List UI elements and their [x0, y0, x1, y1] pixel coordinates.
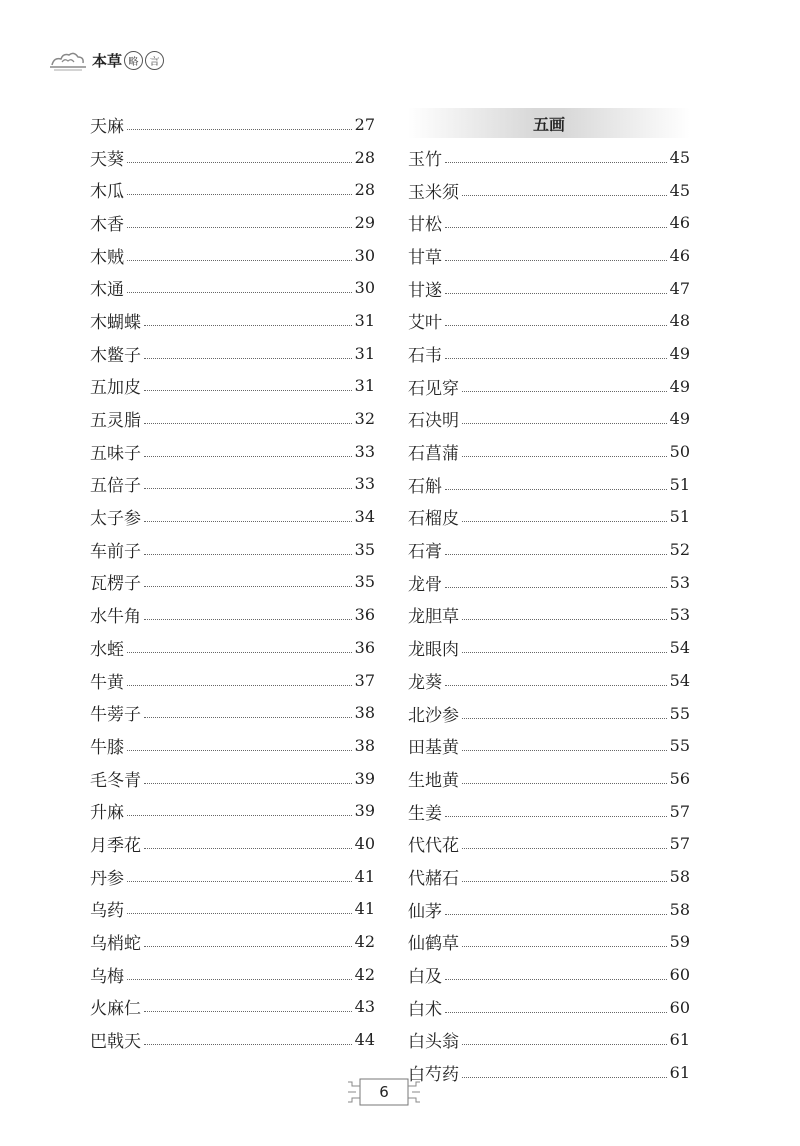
- entry-name: 水牛角: [90, 607, 141, 628]
- entry-page-number: 55: [669, 703, 690, 723]
- entry-name: 石见穿: [408, 378, 459, 399]
- entry-name: 五加皮: [90, 378, 141, 399]
- entry-name: 田基黄: [408, 738, 459, 759]
- dot-leader: [445, 587, 667, 588]
- entry-page-number: 40: [354, 833, 375, 853]
- entry-page-number: 58: [669, 866, 690, 886]
- entry-name: 乌梢蛇: [90, 934, 141, 955]
- entry-name: 巴戟天: [90, 1032, 141, 1053]
- dot-leader: [144, 325, 352, 326]
- entry-page-number: 46: [669, 213, 690, 233]
- dot-leader: [144, 619, 352, 620]
- dot-leader: [445, 260, 667, 261]
- entry-name: 木瓜: [90, 182, 124, 203]
- index-entry: [90, 598, 375, 631]
- entry-name: 瓦楞子: [90, 574, 141, 595]
- entry-name: 白芍药: [408, 1065, 459, 1086]
- entry-page-number: 43: [354, 997, 375, 1017]
- entry-name: 木香: [90, 214, 124, 235]
- entry-name: 升麻: [90, 803, 124, 824]
- entry-page-number: 42: [354, 964, 375, 984]
- page-number: 6: [379, 1083, 389, 1101]
- book-title: 本草: [92, 51, 123, 70]
- entry-page-number: 33: [354, 474, 375, 494]
- entry-page-number: 39: [354, 801, 375, 821]
- dot-leader: [445, 816, 667, 817]
- index-entry: [90, 958, 375, 991]
- entry-page-number: 30: [354, 278, 375, 298]
- index-entry: [408, 304, 690, 337]
- dot-leader: [127, 750, 352, 751]
- entry-name: 火麻仁: [90, 999, 141, 1020]
- index-entry: [90, 860, 375, 893]
- index-entry: [90, 468, 375, 501]
- entry-name: 牛黄: [90, 672, 124, 693]
- index-entry: [408, 860, 690, 893]
- dot-leader: [144, 1011, 352, 1012]
- index-entry: [408, 501, 690, 534]
- entry-page-number: 45: [669, 147, 690, 167]
- entry-name: 石斛: [408, 476, 442, 497]
- index-entry: [408, 827, 690, 860]
- dot-leader: [462, 652, 667, 653]
- dot-leader: [445, 227, 667, 228]
- entry-name: 车前子: [90, 541, 141, 562]
- entry-page-number: 61: [669, 1063, 690, 1083]
- dot-leader: [127, 913, 352, 914]
- entry-name: 木贼: [90, 247, 124, 268]
- index-entry: [90, 762, 375, 795]
- entry-name: 甘遂: [408, 280, 442, 301]
- entry-name: 玉米须: [408, 182, 459, 203]
- entry-name: 白及: [408, 967, 442, 988]
- entry-page-number: 28: [354, 147, 375, 167]
- index-entry: [408, 566, 690, 599]
- dot-leader: [462, 456, 667, 457]
- index-entry: [90, 271, 375, 304]
- entry-page-number: 46: [669, 245, 690, 265]
- dot-leader: [144, 586, 352, 587]
- entry-name: 石膏: [408, 542, 442, 563]
- entry-name: 白术: [408, 999, 442, 1020]
- dot-leader: [462, 1044, 667, 1045]
- dot-leader: [462, 946, 667, 947]
- entry-name: 石决明: [408, 411, 459, 432]
- entry-name: 月季花: [90, 835, 141, 856]
- index-entry: [90, 500, 375, 533]
- index-entry: [408, 729, 690, 762]
- index-entry: [408, 795, 690, 828]
- entry-page-number: 39: [354, 768, 375, 788]
- dot-leader: [462, 195, 667, 196]
- dot-leader: [462, 391, 667, 392]
- dot-leader: [144, 456, 352, 457]
- index-entry: [408, 370, 690, 403]
- index-entry: [90, 631, 375, 664]
- index-entry: [408, 631, 690, 664]
- dot-leader: [445, 914, 667, 915]
- entry-name: 玉竹: [408, 149, 442, 170]
- entry-name: 龙骨: [408, 574, 442, 595]
- dot-leader: [462, 750, 667, 751]
- index-entry: [90, 141, 375, 174]
- entry-name: 代代花: [408, 836, 459, 857]
- entry-page-number: 50: [669, 442, 690, 462]
- dot-leader: [127, 129, 352, 130]
- index-entry: [408, 958, 690, 991]
- entry-name: 甘松: [408, 215, 442, 236]
- index-entry: [408, 991, 690, 1024]
- index-entry: [90, 566, 375, 599]
- entry-name: 水蛭: [90, 639, 124, 660]
- entry-page-number: 31: [354, 343, 375, 363]
- page-header: [50, 44, 164, 76]
- entry-page-number: 49: [669, 409, 690, 429]
- entry-page-number: 47: [669, 278, 690, 298]
- dot-leader: [127, 292, 352, 293]
- entry-page-number: 35: [354, 572, 375, 592]
- entry-name: 生姜: [408, 803, 442, 824]
- index-entry: [90, 108, 375, 141]
- index-entry: [90, 304, 375, 337]
- entry-name: 龙胆草: [408, 607, 459, 628]
- dot-leader: [127, 194, 352, 195]
- entry-page-number: 44: [354, 1030, 375, 1050]
- index-entry: [408, 599, 690, 632]
- entry-page-number: 38: [354, 735, 375, 755]
- index-entry: [408, 141, 690, 174]
- entry-page-number: 57: [669, 834, 690, 854]
- entry-page-number: 49: [669, 343, 690, 363]
- entry-name: 木鳖子: [90, 345, 141, 366]
- entry-name: 龙葵: [408, 672, 442, 693]
- index-entry: [90, 991, 375, 1024]
- dot-leader: [445, 979, 667, 980]
- entry-page-number: 37: [354, 670, 375, 690]
- dot-leader: [445, 1012, 667, 1013]
- entry-name: 牛膝: [90, 737, 124, 758]
- entry-name: 五倍子: [90, 476, 141, 497]
- index-entry: [90, 893, 375, 926]
- entry-name: 艾叶: [408, 313, 442, 334]
- entry-page-number: 57: [669, 801, 690, 821]
- entry-page-number: 45: [669, 180, 690, 200]
- entry-name: 石菖蒲: [408, 444, 459, 465]
- index-column-right: [408, 108, 690, 1089]
- entry-page-number: 54: [669, 638, 690, 658]
- dot-leader: [445, 325, 667, 326]
- dot-leader: [127, 227, 352, 228]
- dot-leader: [144, 521, 352, 522]
- index-entry: [408, 174, 690, 207]
- index-entry: [90, 729, 375, 762]
- index-entry: [408, 206, 690, 239]
- entry-page-number: 48: [669, 311, 690, 331]
- index-entry: [90, 206, 375, 239]
- index-entry: [90, 664, 375, 697]
- entry-name: 丹参: [90, 868, 124, 889]
- entry-page-number: 35: [354, 539, 375, 559]
- entry-page-number: 36: [354, 605, 375, 625]
- index-entry: [90, 827, 375, 860]
- dot-leader: [144, 717, 352, 718]
- entry-page-number: 41: [354, 899, 375, 919]
- book-title-circled-1: 略: [124, 51, 143, 70]
- entry-page-number: 31: [354, 310, 375, 330]
- dot-leader: [445, 554, 667, 555]
- entry-page-number: 27: [354, 114, 375, 134]
- dot-leader: [462, 718, 667, 719]
- entry-name: 木通: [90, 280, 124, 301]
- index-entry: [90, 1023, 375, 1056]
- dot-leader: [462, 881, 667, 882]
- index-entry: [408, 1024, 690, 1057]
- entry-page-number: 31: [354, 376, 375, 396]
- dot-leader: [127, 260, 352, 261]
- entry-name: 石韦: [408, 345, 442, 366]
- dot-leader: [445, 162, 667, 163]
- index-entry: [408, 533, 690, 566]
- entry-page-number: 29: [354, 212, 375, 232]
- entry-name: 白头翁: [408, 1032, 459, 1053]
- entry-name: 毛冬青: [90, 770, 141, 791]
- entry-page-number: 54: [669, 670, 690, 690]
- dot-leader: [462, 521, 667, 522]
- dot-leader: [127, 881, 352, 882]
- entry-name: 甘草: [408, 247, 442, 268]
- index-entry: [90, 239, 375, 272]
- entry-page-number: 53: [669, 572, 690, 592]
- index-entry: [408, 664, 690, 697]
- dot-leader: [127, 815, 352, 816]
- entry-name: 太子参: [90, 509, 141, 530]
- dot-leader: [144, 390, 352, 391]
- index-entry: [408, 893, 690, 926]
- entry-name: 五灵脂: [90, 411, 141, 432]
- index-entry: [408, 926, 690, 959]
- index-entry: [408, 435, 690, 468]
- dot-leader: [144, 488, 352, 489]
- entry-page-number: 30: [354, 245, 375, 265]
- entry-name: 代赭石: [408, 868, 459, 889]
- index-entry: [408, 697, 690, 730]
- dot-leader: [144, 358, 352, 359]
- dot-leader: [127, 685, 352, 686]
- entry-name: 木蝴蝶: [90, 312, 141, 333]
- index-entry: [90, 402, 375, 435]
- entry-page-number: 28: [354, 180, 375, 200]
- dot-leader: [144, 946, 352, 947]
- dot-leader: [445, 293, 667, 294]
- dot-leader: [144, 848, 352, 849]
- entry-name: 天麻: [90, 116, 124, 137]
- index-entry: [408, 468, 690, 501]
- index-entry: [90, 533, 375, 566]
- dot-leader: [462, 1077, 667, 1078]
- index-entry: [90, 925, 375, 958]
- index-entry: [408, 403, 690, 436]
- index-entry: [90, 370, 375, 403]
- index-entry: [408, 337, 690, 370]
- section-heading: 五画: [408, 108, 690, 138]
- index-column-left: [90, 108, 375, 1056]
- entry-page-number: 59: [669, 932, 690, 952]
- dot-leader: [462, 783, 667, 784]
- entry-page-number: 38: [354, 703, 375, 723]
- dot-leader: [462, 423, 667, 424]
- entry-page-number: 34: [354, 507, 375, 527]
- entry-name: 石榴皮: [408, 509, 459, 530]
- index-entry: [408, 239, 690, 272]
- entry-page-number: 53: [669, 605, 690, 625]
- entry-name: 五味子: [90, 443, 141, 464]
- dot-leader: [462, 848, 667, 849]
- index-entry: [90, 337, 375, 370]
- entry-page-number: 36: [354, 637, 375, 657]
- entry-name: 仙茅: [408, 901, 442, 922]
- entry-page-number: 60: [669, 965, 690, 985]
- entry-name: 乌梅: [90, 966, 124, 987]
- entry-page-number: 41: [354, 866, 375, 886]
- book-title-circled-2: 言: [145, 51, 164, 70]
- dot-leader: [127, 979, 352, 980]
- entry-name: 乌药: [90, 901, 124, 922]
- dot-leader: [462, 619, 667, 620]
- cloud-logo-icon: [50, 49, 86, 71]
- entry-page-number: 33: [354, 441, 375, 461]
- entry-page-number: 32: [354, 409, 375, 429]
- index-entry: [90, 696, 375, 729]
- entry-page-number: 51: [669, 507, 690, 527]
- index-entry: [408, 272, 690, 305]
- dot-leader: [127, 652, 352, 653]
- dot-leader: [445, 489, 667, 490]
- entry-page-number: 49: [669, 376, 690, 396]
- dot-leader: [144, 783, 352, 784]
- dot-leader: [144, 554, 352, 555]
- dot-leader: [445, 358, 667, 359]
- dot-leader: [144, 423, 352, 424]
- entry-page-number: 52: [669, 540, 690, 560]
- index-entry: [408, 1056, 690, 1089]
- entry-page-number: 51: [669, 474, 690, 494]
- entry-name: 龙眼肉: [408, 640, 459, 661]
- entry-name: 生地黄: [408, 770, 459, 791]
- entry-name: 北沙参: [408, 705, 459, 726]
- index-entry: [90, 794, 375, 827]
- dot-leader: [445, 685, 667, 686]
- dot-leader: [127, 162, 352, 163]
- entry-page-number: 55: [669, 736, 690, 756]
- entry-page-number: 61: [669, 1030, 690, 1050]
- entry-page-number: 42: [354, 932, 375, 952]
- index-entry: [408, 762, 690, 795]
- dot-leader: [144, 1044, 352, 1045]
- entry-name: 仙鹤草: [408, 934, 459, 955]
- index-entry: [90, 173, 375, 206]
- entry-page-number: 60: [669, 997, 690, 1017]
- entry-name: 天葵: [90, 149, 124, 170]
- entry-page-number: 58: [669, 899, 690, 919]
- entry-name: 牛蒡子: [90, 705, 141, 726]
- index-entry: [90, 435, 375, 468]
- entry-page-number: 56: [669, 768, 690, 788]
